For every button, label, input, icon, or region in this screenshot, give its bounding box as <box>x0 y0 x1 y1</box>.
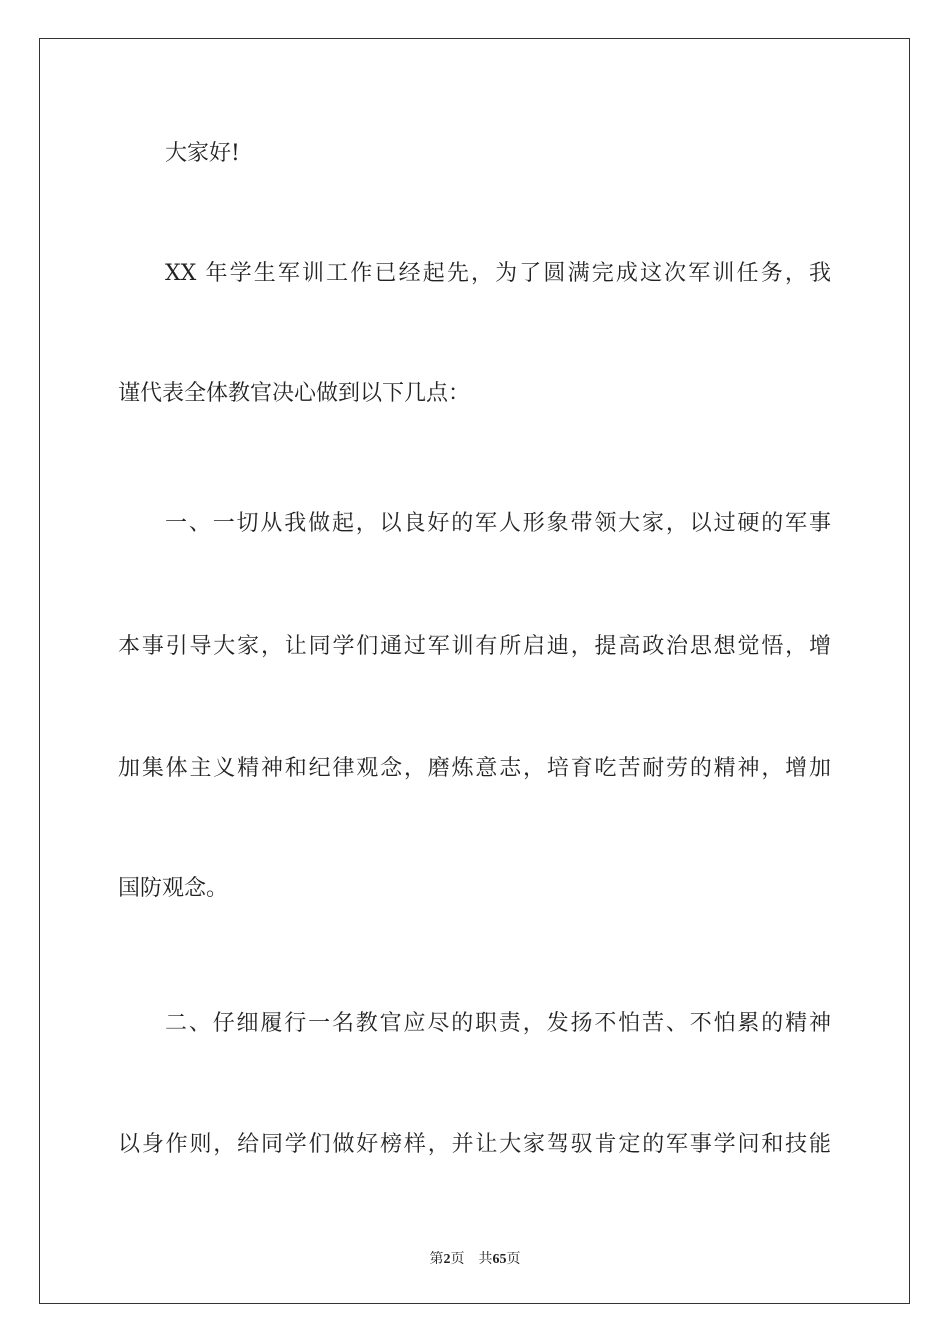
paragraph-line: 以身作则，给同学们做好榜样，并让大家驾驭肯定的军事学问和技能 <box>118 1132 831 1157</box>
page-border <box>39 38 910 1304</box>
paragraph-line: 国防观念。 <box>118 876 229 901</box>
greeting-line: 大家好! <box>165 141 240 166</box>
page-number: 2 <box>443 1252 451 1267</box>
paragraph-line: 二、仔细履行一名教官应尽的职责，发扬不怕苦、不怕累的精神 <box>165 1011 831 1036</box>
paragraph-line: 一、一切从我做起，以良好的军人形象带领大家，以过硬的军事 <box>165 511 831 536</box>
paragraph-line: 本事引导大家，让同学们通过军训有所启迪，提高政治思想觉悟，增 <box>118 634 831 659</box>
page-footer <box>0 1248 950 1268</box>
total-prefix: 共 <box>478 1252 493 1267</box>
total-suffix: 页 <box>506 1252 521 1267</box>
paragraph-line: 谨代表全体教官决心做到以下几点： <box>118 381 471 406</box>
page-suffix: 页 <box>450 1252 465 1267</box>
page-prefix: 第 <box>429 1252 444 1267</box>
total-pages: 65 <box>492 1252 507 1267</box>
paragraph-line: 加集体主义精神和纪律观念，磨炼意志，培育吃苦耐劳的精神，增加 <box>118 756 831 781</box>
paragraph-line: XX 年学生军训工作已经起先，为了圆满完成这次军训任务，我 <box>165 261 831 286</box>
